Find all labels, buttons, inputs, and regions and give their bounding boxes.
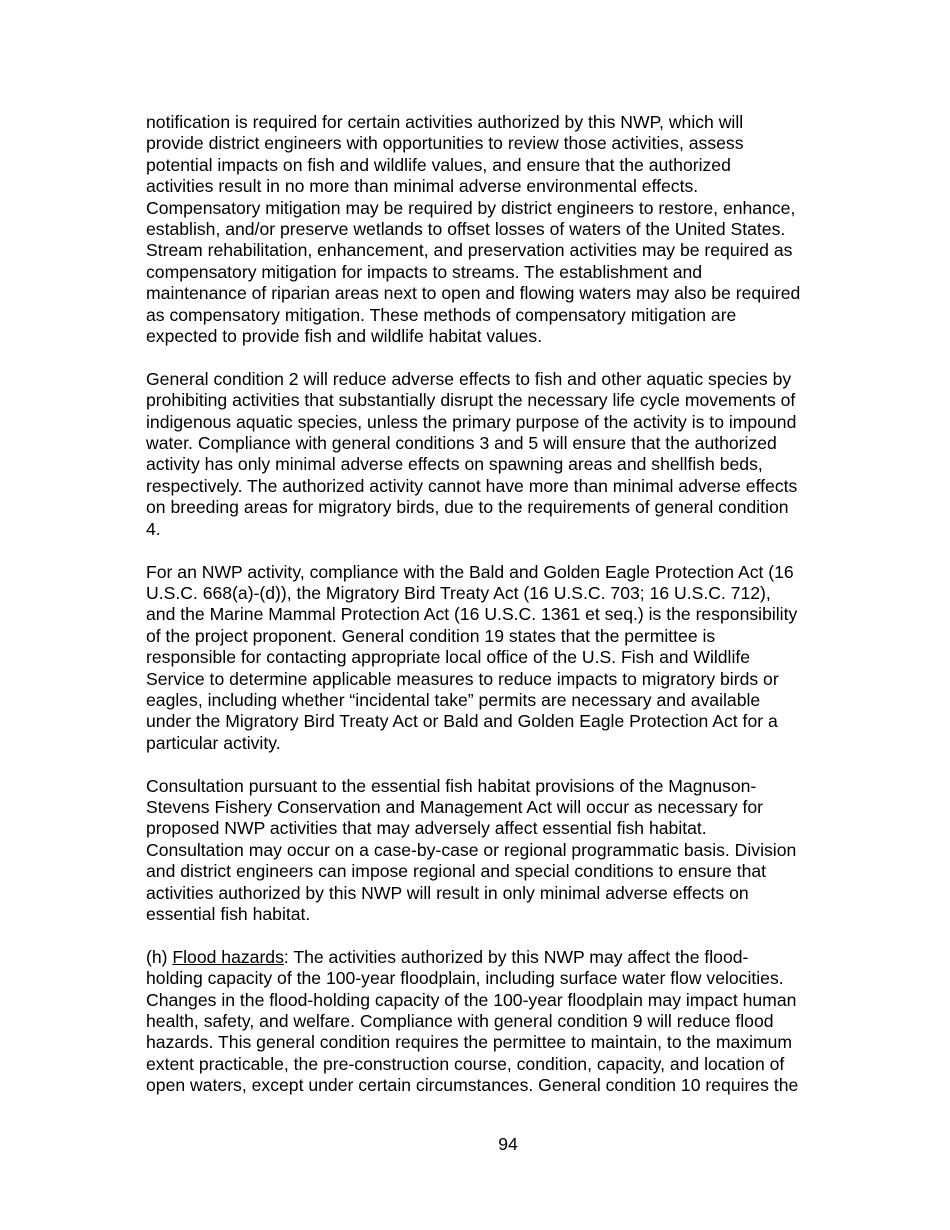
paragraph-essential-fish-habitat xyxy=(146,776,851,926)
paragraph-mitigation xyxy=(146,112,851,347)
text-line: essential fish habitat. xyxy=(146,903,311,924)
paragraph-flood-hazards xyxy=(146,947,851,1097)
paragraph-general-condition-2 xyxy=(146,369,851,540)
text-line: Stevens Fishery Conservation and Management Act will occur as necessary for xyxy=(146,796,764,817)
text-line: establish, and/or preserve wetlands to offset losses of waters of the United States. xyxy=(146,219,786,240)
text-line: hazards. This general condition requires the permittee to maintain, to the maximum xyxy=(146,1032,793,1053)
text-line: activities authorized by this NWP will result in only minimal adverse effects on xyxy=(146,882,749,903)
text-line: notification is required for certain activities authorized by this NWP, which will xyxy=(146,112,744,132)
text-line: U.S.C. 668(a)-(d)), the Migratory Bird Treaty Act (16 U.S.C. 703; 16 U.S.C. 712), xyxy=(146,582,771,603)
text-line: as compensatory mitigation. These methods of compensatory mitigation are xyxy=(146,304,737,325)
text-line: Changes in the flood-holding capacity of the 100-year floodplain may impact human xyxy=(146,989,797,1010)
text-line: provide district engineers with opportunities to review those activities, assess xyxy=(146,133,744,154)
text-line: potential impacts on fish and wildlife values, and ensure that the authorized xyxy=(146,154,731,175)
section-label: (h) xyxy=(146,946,173,967)
text-line: Consultation may occur on a case-by-case or regional programmatic basis. Division xyxy=(146,839,797,860)
text-line: and district engineers can impose regional and special conditions to ensure that xyxy=(146,861,767,882)
text-line: eagles, including whether “incidental take” permits are necessary and available xyxy=(146,689,761,710)
text-line: water. Compliance with general conditions 3 and 5 will ensure that the authorized xyxy=(146,433,777,454)
text-line: Service to determine applicable measures to reduce impacts to migratory birds or xyxy=(146,668,779,689)
text-line: extent practicable, the pre-construction course, condition, capacity, and location of xyxy=(146,1053,785,1074)
text-line: Compensatory mitigation may be required by district engineers to restore, enhance, xyxy=(146,197,796,218)
text-line: maintenance of riparian areas next to open and flowing waters may also be required xyxy=(146,283,801,304)
text-line: of the project proponent. General condition 19 states that the permittee is xyxy=(146,625,716,646)
text-line: indigenous aquatic species, unless the primary purpose of the activity is to impound xyxy=(146,411,797,432)
text-line: General condition 2 will reduce adverse effects to fish and other aquatic species by xyxy=(146,368,792,389)
section-intro-text: : The activities authorized by this NWP may affect the flood- xyxy=(283,946,749,967)
text-line: respectively. The authorized activity cannot have more than minimal adverse effects xyxy=(146,475,798,496)
text-line: prohibiting activities that substantially disrupt the necessary life cycle movements of xyxy=(146,390,796,411)
paragraph-protection-acts xyxy=(146,562,851,755)
text-line: Consultation pursuant to the essential fish habitat provisions of the Magnuson- xyxy=(146,775,757,796)
text-line: proposed NWP activities that may adversely affect essential fish habitat. xyxy=(146,818,707,839)
section-heading-flood-hazards: Flood hazards xyxy=(172,946,284,967)
text-line: under the Migratory Bird Treaty Act or Bald and Golden Eagle Protection Act for a xyxy=(146,711,778,732)
text-line: 4. xyxy=(146,518,161,539)
text-line: open waters, except under certain circumstances. General condition 10 requires the xyxy=(146,1075,799,1096)
text-line: expected to provide fish and wildlife habitat values. xyxy=(146,326,543,347)
text-line: compensatory mitigation for impacts to streams. The establishment and xyxy=(146,261,703,282)
text-line: health, safety, and welfare. Compliance with general condition 9 will reduce flood xyxy=(146,1011,774,1031)
page-number: 94 xyxy=(498,1134,518,1154)
text-line: activity has only minimal adverse effects on spawning areas and shellfish beds, xyxy=(146,454,763,475)
text-line: Stream rehabilitation, enhancement, and preservation activities may be required as xyxy=(146,240,793,261)
text-line: activities result in no more than minimal adverse environmental effects. xyxy=(146,176,699,197)
text-line: holding capacity of the 100-year floodplain, including surface water flow velocities. xyxy=(146,968,784,989)
text-line: on breeding areas for migratory birds, due to the requirements of general condition xyxy=(146,497,789,518)
text-line: and the Marine Mammal Protection Act (16 U.S.C. 1361 et seq.) is the responsibility xyxy=(146,604,798,625)
text-line-with-heading xyxy=(146,947,851,968)
text-line: particular activity. xyxy=(146,732,281,753)
document-body xyxy=(146,112,851,1118)
text-line: For an NWP activity, compliance with the Bald and Golden Eagle Protection Act (16 xyxy=(146,561,794,582)
text-line: responsible for contacting appropriate local office of the U.S. Fish and Wildlife xyxy=(146,647,751,668)
